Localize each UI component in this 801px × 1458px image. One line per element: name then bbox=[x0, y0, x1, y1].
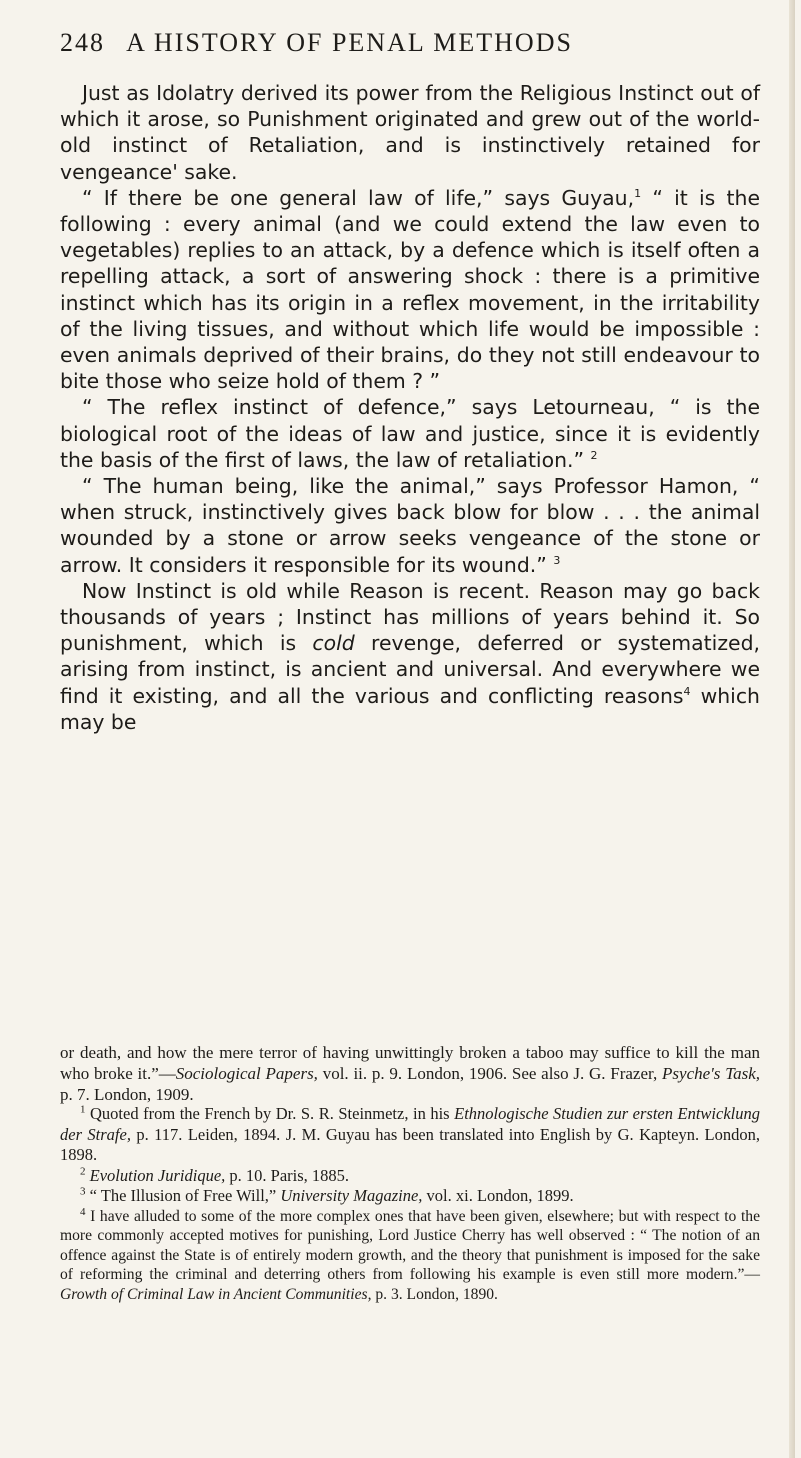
paragraph-instinct bbox=[60, 578, 760, 735]
text-run: vol. xi. London, 1899. bbox=[422, 1186, 574, 1205]
citation-title: Psyche's Task, bbox=[662, 1064, 760, 1083]
continuation-text bbox=[60, 1042, 760, 1105]
text-run: or death, and how the mere terror of having unwittingly broken a taboo may suffice to kill the man who broke it.”— bbox=[60, 1043, 760, 1083]
footnotes bbox=[60, 1104, 760, 1304]
footnote-4 bbox=[60, 1207, 760, 1305]
citation-title: Ethnologische Studien zur ersten Entwicklung der Strafe, bbox=[60, 1104, 760, 1144]
footnote-3 bbox=[60, 1186, 760, 1207]
footnote-1 bbox=[60, 1104, 760, 1166]
text-run: revenge, deferred or systematized, arising from instinct, is ancient and universal. And everywhere we find it existing, and all the various and conflicting reasons bbox=[60, 631, 760, 708]
citation-title: Evolution Juridique, bbox=[85, 1165, 226, 1185]
footnote-ref: 2 bbox=[590, 449, 598, 463]
emphasis: cold bbox=[312, 631, 355, 656]
footnote-continuation bbox=[60, 1042, 760, 1105]
paragraph-hamon bbox=[60, 473, 760, 578]
paragraph-idolatry: Just as Idolatry derived its power from the Religious Instinct out of which it arose, so Punishment originated and grew out of the world-old instinct of Retaliation, and is instinctively retained for vengeance' sake. bbox=[60, 81, 760, 184]
paragraph-letourneau bbox=[60, 394, 760, 473]
footnote-2 bbox=[60, 1166, 760, 1187]
text-run: p. 7. London, 1909. bbox=[60, 1085, 194, 1104]
footnote-ref: 3 bbox=[553, 553, 561, 567]
text-run: “ If there be one general law of life,” says Guyau, bbox=[82, 185, 635, 210]
text-run: vol. ii. p. 9. London, 1906. See also J. G. Frazer, bbox=[317, 1064, 663, 1083]
text-run: p. 3. London, 1890. bbox=[371, 1285, 498, 1303]
text-run: I have alluded to some of the more complex ones that have been given, elsewhere; but with respect to the more commonly accepted motives for punishing, Lord Justice Cherry has well observed : “ The notion of an offence against the State is of entirely modern growth, and the theory that punishment is imposed for the sake of reforming the criminal and deterring others from following his example is even still more modern.”— bbox=[60, 1207, 760, 1284]
footnote-ref: 4 bbox=[683, 684, 691, 698]
text-run: “ The human being, like the animal,” says Professor Hamon, “ when struck, instinctively gives back blow for blow . . . the animal wounded by a stone or arrow seeks vengeance of the stone or arrow. It considers it responsible for its wound.” bbox=[60, 474, 760, 577]
running-header bbox=[60, 28, 573, 58]
footnote-mark: 1 bbox=[80, 1103, 86, 1116]
text-run: which may be bbox=[60, 683, 760, 734]
footnote-mark: 2 bbox=[80, 1165, 86, 1177]
text-run: “ it is the following : every animal (and we could extend the law even to vegetables) replies to an attack, by a defence which is itself often a repelling attack, a sort of answering shock : there is a primitive instinct which has its origin in a reflex movement, in the irritability of the living tissues, and without which life would be impossible : even animals deprived of their brains, do they not still endeavour to bite those who seize hold of them ? ” bbox=[60, 185, 760, 394]
footnote-ref: 1 bbox=[634, 187, 642, 201]
text-run: Now Instinct is old while Reason is recent. Reason may go back thousands of years ; Instinct has millions of years behind it. So punishment, which is bbox=[60, 578, 760, 656]
page-edge bbox=[789, 0, 795, 1458]
text-run: p. 10. Paris, 1885. bbox=[225, 1165, 350, 1185]
text-run: “ The reflex instinct of defence,” says Letourneau, “ is the biological root of the ideas of law and justice, since it is evidently the basis of the first of laws, the law of retaliation.” bbox=[60, 395, 760, 472]
main-text bbox=[60, 80, 760, 735]
text-run: “ The Illusion of Free Will,” bbox=[85, 1186, 281, 1205]
citation-title: Growth of Criminal Law in Ancient Communities, bbox=[60, 1285, 372, 1303]
text-run: Quoted from the French by Dr. S. R. Steinmetz, in his bbox=[85, 1104, 455, 1123]
running-title: A HISTORY OF PENAL METHODS bbox=[126, 28, 573, 57]
citation-title: University Magazine, bbox=[280, 1186, 423, 1205]
citation-title: Sociological Papers, bbox=[175, 1064, 318, 1083]
footnote-mark: 4 bbox=[80, 1205, 86, 1218]
text-run: p. 117. Leiden, 1894. J. M. Guyau has been translated into English by G. Kapteyn. London, 1898. bbox=[60, 1124, 760, 1164]
paragraph-guyau bbox=[60, 185, 760, 395]
footnote-mark: 3 bbox=[80, 1185, 86, 1198]
page-number: 248 bbox=[60, 28, 105, 57]
